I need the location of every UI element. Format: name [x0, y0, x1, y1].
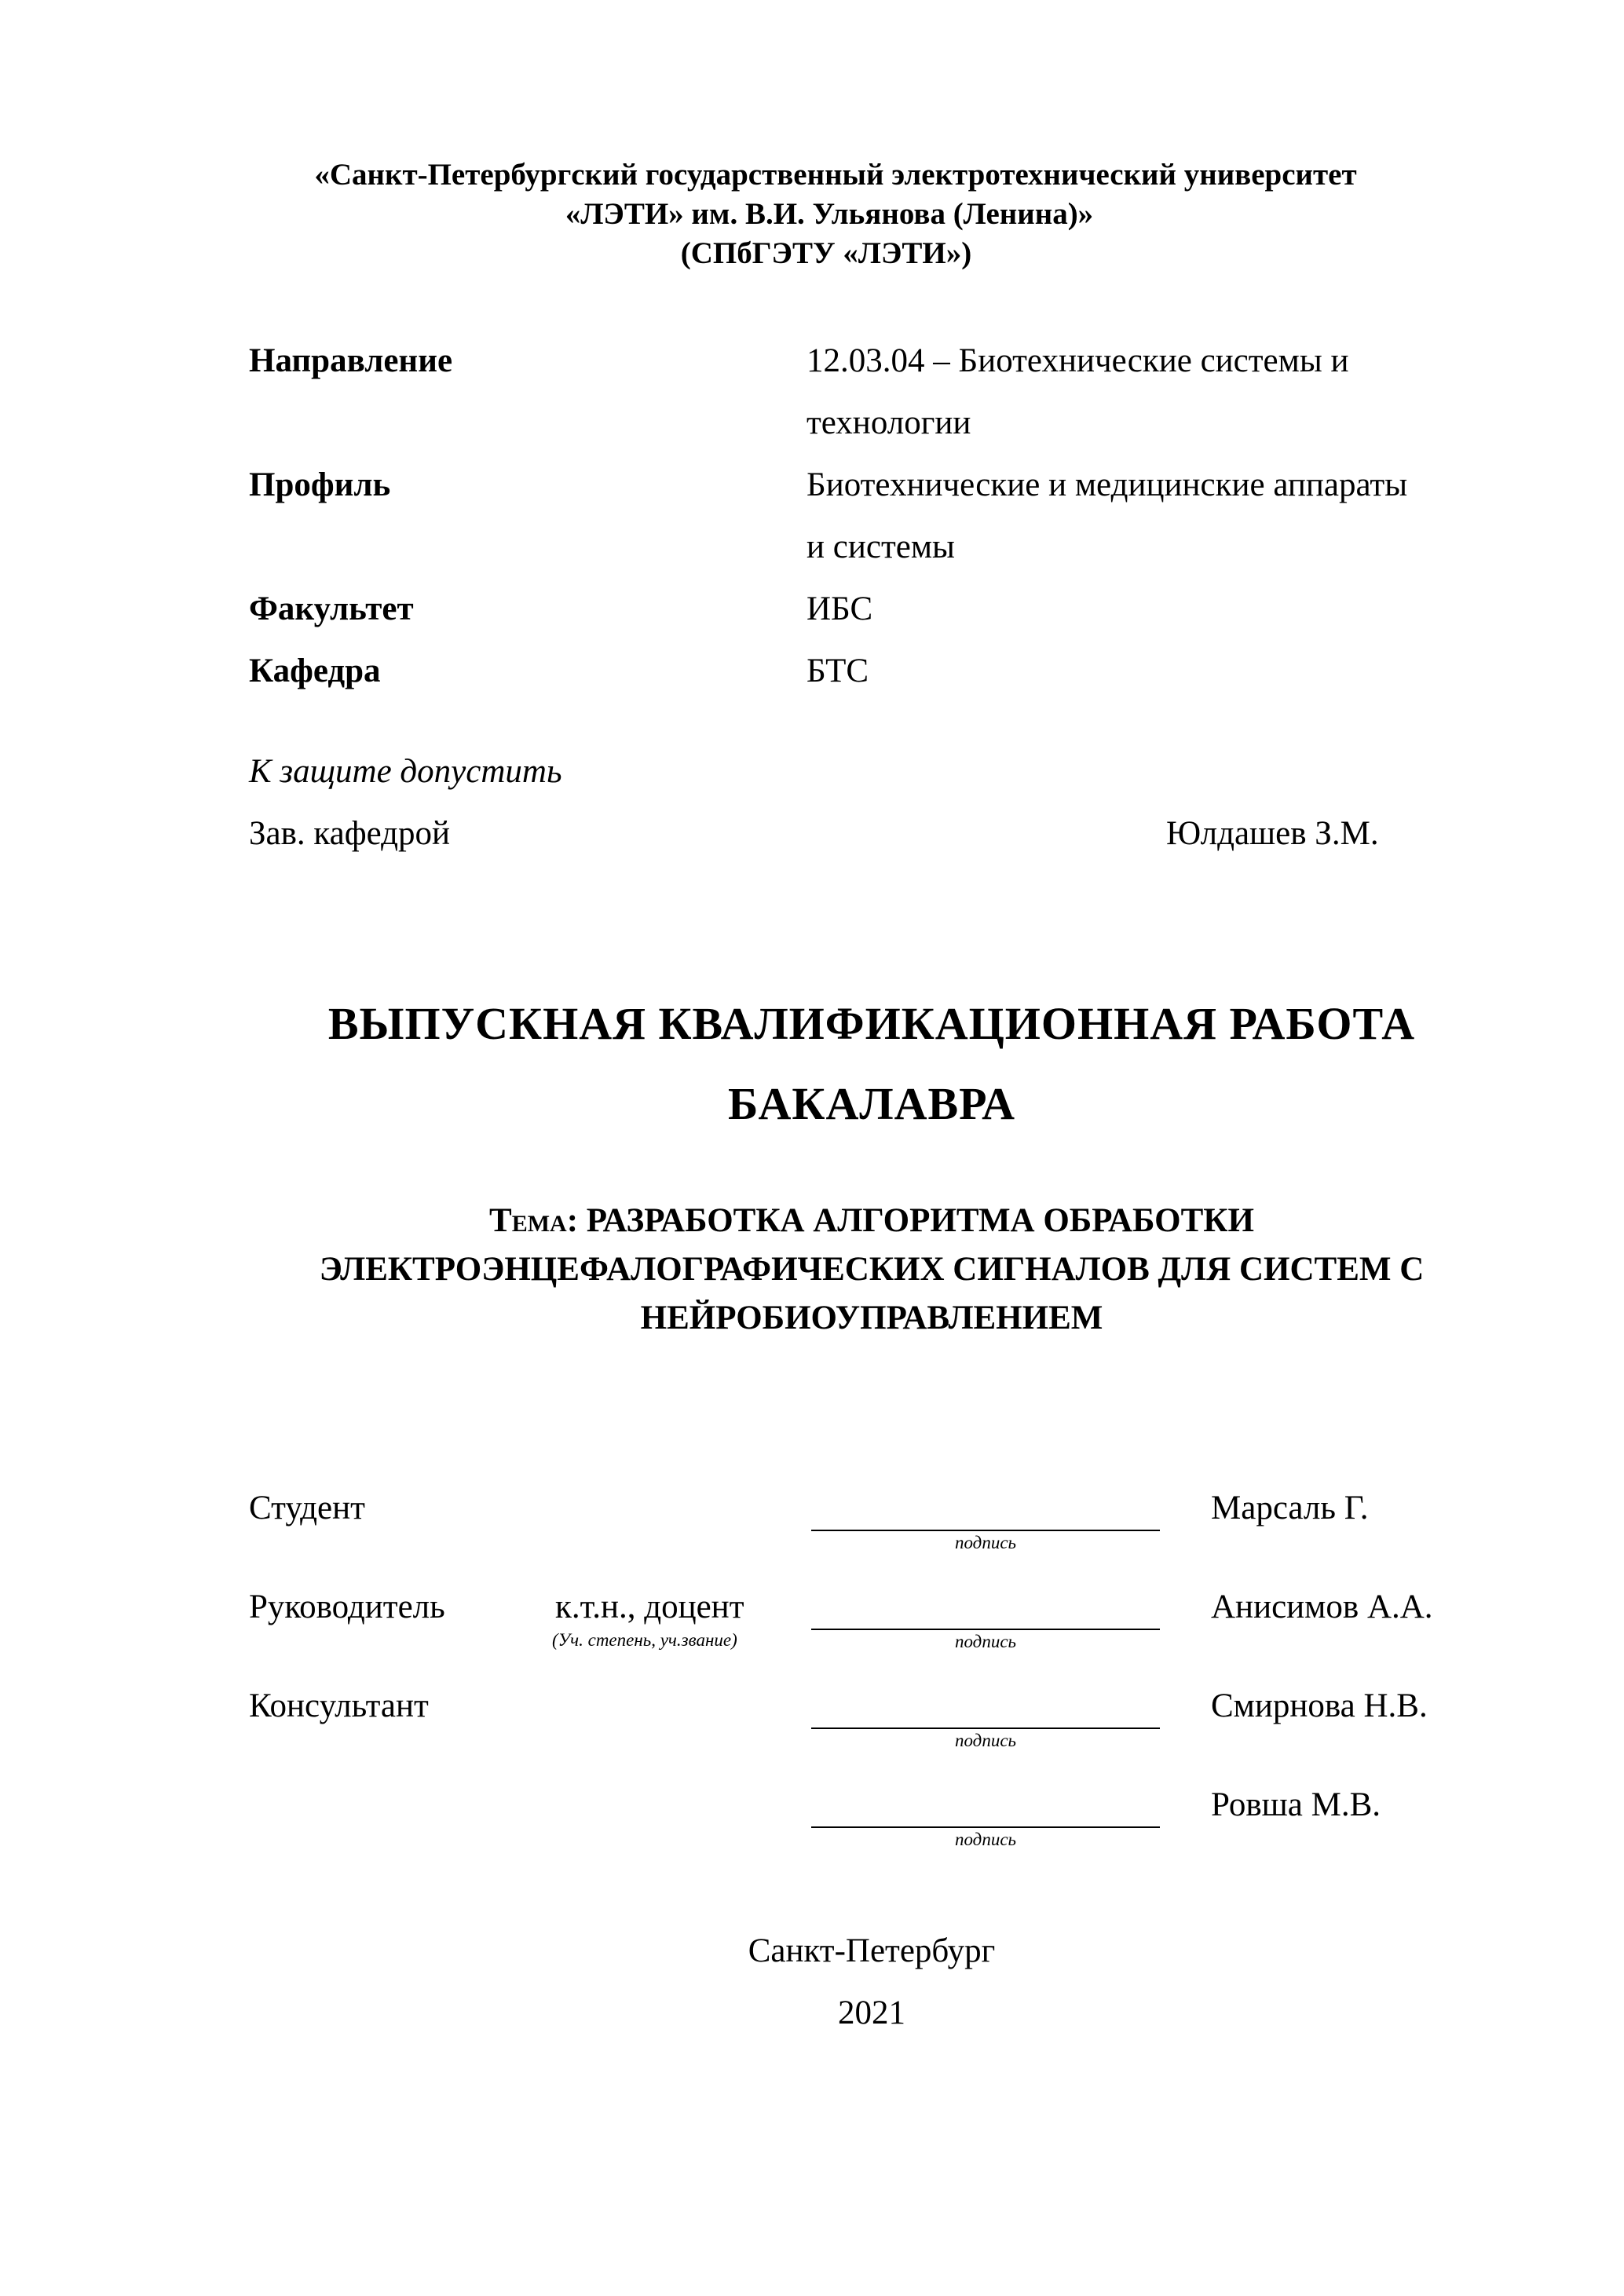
faculty-value: ИБС: [807, 590, 873, 627]
theme-line2: ЭЛЕКТРОЭНЦЕФАЛОГРАФИЧЕСКИХ СИГНАЛОВ ДЛЯ СИСТЕМ С: [319, 1251, 1425, 1288]
head-of-department-role: Зав. кафедрой: [249, 815, 451, 852]
supervisor-signature-caption: подпись: [954, 1632, 1016, 1651]
student-role: Студент: [249, 1490, 365, 1526]
theme-line3: НЕЙРОБИОУПРАВЛЕНИЕМ: [640, 1300, 1103, 1336]
consultant-signature-line: [811, 1727, 1160, 1729]
supervisor-degree: к.т.н., доцент: [555, 1589, 744, 1625]
theme-line1: Тема: РАЗРАБОТКА АЛГОРИТМА ОБРАБОТКИ: [489, 1202, 1254, 1239]
supervisor-role: Руководитель: [249, 1589, 445, 1625]
year: 2021: [838, 1994, 905, 2031]
theme-line1-text: РАЗРАБОТКА АЛГОРИТМА ОБРАБОТКИ: [586, 1202, 1254, 1239]
document-title-line2: БАКАЛАВРА: [727, 1078, 1016, 1129]
supervisor-degree-caption: (Уч. степень, уч.звание): [552, 1630, 737, 1650]
university-name-line1: «Санкт-Петербургский государственный электротехнический университет: [314, 158, 1357, 192]
faculty-label: Факультет: [249, 590, 414, 627]
department-label: Кафедра: [249, 653, 381, 689]
profile-label: Профиль: [249, 466, 391, 503]
consultant-signature-caption: подпись: [954, 1731, 1016, 1750]
consultant-role: Консультант: [249, 1687, 429, 1724]
direction-value-line2: технологии: [807, 404, 971, 441]
document-title-line1: ВЫПУСКНАЯ КВАЛИФИКАЦИОННАЯ РАБОТА: [327, 998, 1416, 1049]
student-signature-line: [811, 1530, 1160, 1531]
student-name: Марсаль Г.: [1211, 1490, 1369, 1526]
profile-value-line2: и системы: [807, 528, 955, 565]
university-name-line2: «ЛЭТИ» им. В.И. Ульянова (Ленина)»: [565, 197, 1094, 231]
supervisor-signature-line: [811, 1629, 1160, 1630]
city: Санкт-Петербург: [748, 1932, 996, 1969]
university-abbreviation: (СПбГЭТУ «ЛЭТИ»): [680, 236, 972, 270]
student-signature-caption: подпись: [954, 1533, 1016, 1552]
second-consultant-name: Ровша М.В.: [1211, 1786, 1381, 1823]
second-consultant-signature-caption: подпись: [954, 1830, 1016, 1849]
direction-value-line1: 12.03.04 – Биотехнические системы и: [807, 342, 1349, 379]
admission-note: К защите допустить: [249, 753, 562, 790]
head-of-department-name: Юлдашев З.М.: [1166, 815, 1379, 852]
theme-prefix: Тема: [489, 1202, 567, 1239]
profile-value-line1: Биотехнические и медицинские аппараты: [807, 466, 1408, 503]
department-value: БТС: [807, 653, 869, 689]
consultant-name: Смирнова Н.В.: [1211, 1687, 1428, 1724]
direction-label: Направление: [249, 342, 453, 379]
second-consultant-signature-line: [811, 1826, 1160, 1828]
supervisor-name: Анисимов А.А.: [1211, 1589, 1433, 1625]
